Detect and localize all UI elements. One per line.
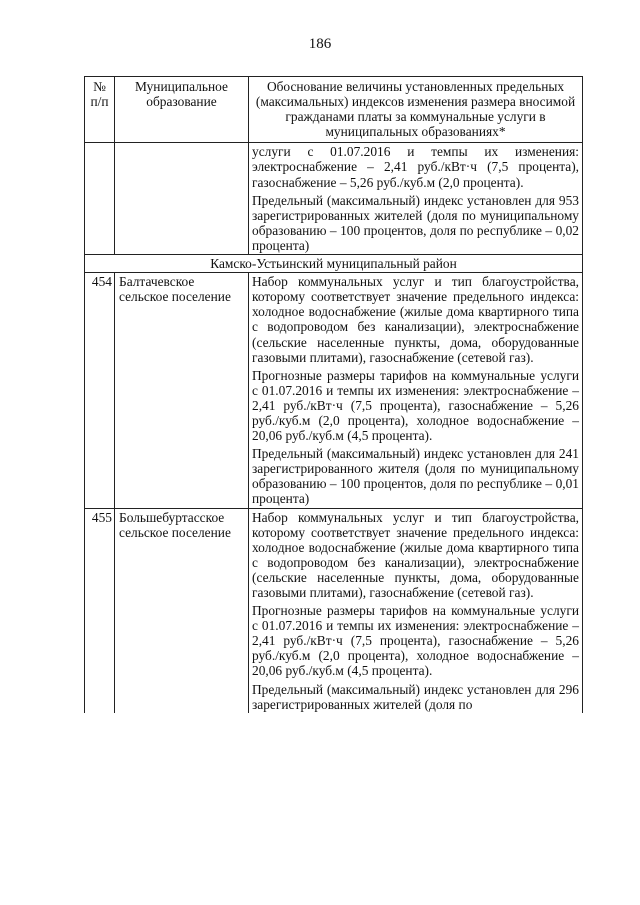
table-row: [85, 508, 583, 713]
basis-paragraph: Прогнозные размеры тарифов на коммунальные услуги с 01.07.2016 и темпы их изменения: электроснабжение – 2,41 руб./кВт·ч (7,5 процента), газоснабжение – 5,26 руб./куб.м (2,0 процента), холодное водоснабжение – 20,06 руб./куб.м (4,5 процента).: [252, 367, 579, 444]
basis-paragraph: Набор коммунальных услуг и тип благоустройства, которому соответствует значение предельного индекса: холодное водоснабжение (жилые дома квартирного типа с водопроводом без канализации), электроснабжение (сельские населенные пункты, дома, оборудованные газовыми плитами), газоснабжение (сетевой газ).: [252, 509, 579, 600]
header-num: № п/п: [85, 77, 115, 143]
row-number: 455: [85, 508, 115, 713]
basis-paragraph: Предельный (максимальный) индекс установлен для 241 зарегистрированного жителя (доля по муниципальному образованию – 100 процентов, доля по республике – 0,01 процента): [252, 446, 579, 507]
table-row: [85, 273, 583, 508]
continuation-num: [85, 143, 115, 255]
row-municipality: Большебуртасское сельское поселение: [115, 508, 249, 713]
basis-paragraph: Набор коммунальных услуг и тип благоустройства, которому соответствует значение предельного индекса: холодное водоснабжение (жилые дома квартирного типа с водопроводом без канализации), электроснабжение (сельские населенные пункты, дома, оборудованные газовыми плитами), газоснабжение (сетевой газ).: [252, 274, 579, 365]
page-number: 186: [308, 36, 332, 52]
table-header-row: [85, 77, 583, 143]
continuation-paragraph: Предельный (максимальный) индекс установлен для 953 зарегистрированных жителей (доля по муниципальному образованию – 100 процентов, доля по республике – 0,02 процента): [252, 192, 579, 253]
row-basis: [249, 508, 583, 713]
continuation-basis: [249, 143, 583, 255]
basis-paragraph: Предельный (максимальный) индекс установлен для 296 зарегистрированных жителей (доля по: [252, 681, 579, 712]
header-municipality: Муниципальное образование: [115, 77, 249, 143]
header-basis: Обоснование величины установленных предельных (максимальных) индексов изменения размера вносимой гражданами платы за коммунальные услуги в муниципальных образованиях*: [249, 77, 583, 143]
continuation-paragraph: услуги с 01.07.2016 и темпы их изменения: электроснабжение – 2,41 руб./кВт·ч (7,5 процента), газоснабжение – 5,26 руб./куб.м (2,0 процента).: [252, 144, 579, 190]
region-row: [85, 255, 583, 273]
basis-paragraph: Прогнозные размеры тарифов на коммунальные услуги с 01.07.2016 и темпы их изменения: электроснабжение – 2,41 руб./кВт·ч (7,5 процента), газоснабжение – 5,26 руб./куб.м (2,0 процента), холодное водоснабжение – 20,06 руб./куб.м (4,5 процента).: [252, 603, 579, 679]
continuation-muni: [115, 143, 249, 255]
row-number: 454: [85, 273, 115, 508]
row-basis: [249, 273, 583, 508]
continuation-row: [85, 143, 583, 255]
region-title: Камско-Устьинский муниципальный район: [85, 255, 583, 273]
row-municipality: Балтачевское сельское поселение: [115, 273, 249, 508]
tariff-index-table: [84, 76, 583, 713]
